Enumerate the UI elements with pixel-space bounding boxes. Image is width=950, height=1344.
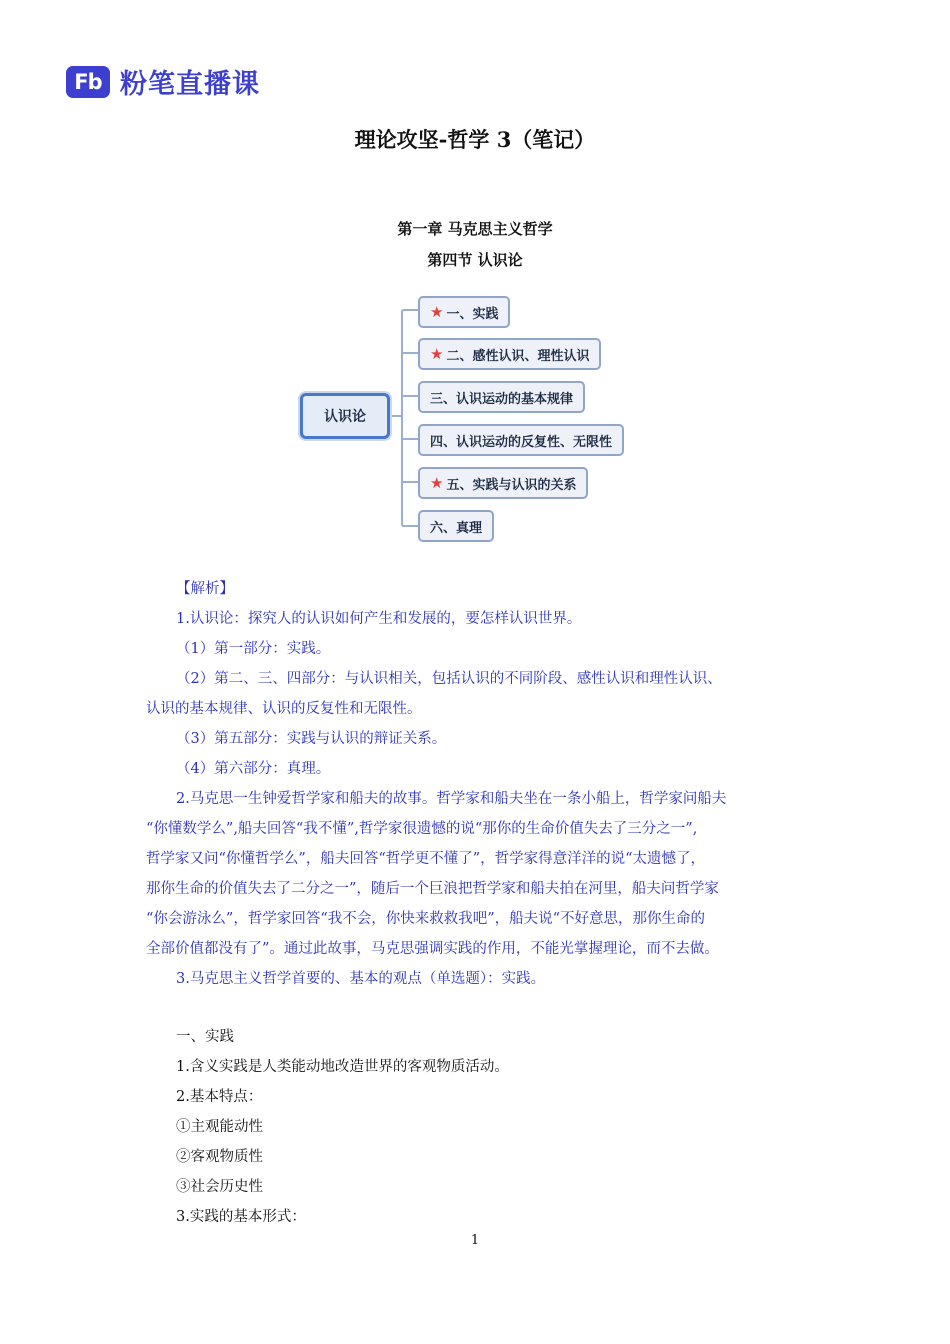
mindmap-node-label: 一、实践 xyxy=(446,306,499,322)
mindmap-node-5 xyxy=(418,467,588,499)
star-icon: ★ xyxy=(430,345,444,363)
content-heading: 一、实践 xyxy=(176,1029,234,1045)
analysis-line: （4）第六部分：真理。 xyxy=(176,761,331,777)
logo-mark-icon: Fb xyxy=(66,66,110,98)
analysis-line: 2.马克思一生钟爱哲学家和船夫的故事。哲学家和船夫坐在一条小船上，哲学家问船夫 xyxy=(176,791,727,807)
brand-logo xyxy=(66,62,260,101)
analysis-line: 1.认识论：探究人的认识如何产生和发展的，要怎样认识世界。 xyxy=(176,611,582,627)
document-title: 理论攻坚-哲学 3（笔记） xyxy=(354,127,596,152)
mindmap-root-node: 认识论 xyxy=(300,393,390,439)
section-heading: 第四节 认识论 xyxy=(427,251,523,269)
analysis-line: 哲学家又问“你懂哲学么”，船夫回答“哲学更不懂了”，哲学家得意洋洋的说“太遗憾了， xyxy=(146,851,706,867)
mindmap-node-2 xyxy=(418,338,601,370)
mindmap-node-3 xyxy=(418,381,585,413)
mindmap-node-1 xyxy=(418,296,510,328)
analysis-line: （2）第二、三、四部分：与认识相关，包括认识的不同阶段、感性认识和理性认识、 xyxy=(176,671,722,687)
star-icon: ★ xyxy=(430,474,444,492)
content-line: ③社会历史性 xyxy=(176,1179,263,1195)
analysis-line: （3）第五部分：实践与认识的辩证关系。 xyxy=(176,731,447,747)
content-line: 1.含义实践是人类能动地改造世界的客观物质活动。 xyxy=(176,1059,509,1075)
analysis-line: “你懂数学么”,船夫回答“我不懂”,哲学家很遗憾的说“那你的生命价值失去了三分之一”, xyxy=(146,821,698,837)
analysis-line: 认识的基本规律、认识的反复性和无限性。 xyxy=(146,701,422,717)
mindmap-diagram xyxy=(290,290,670,552)
mindmap-node-6 xyxy=(418,510,494,542)
analysis-heading: 【解析】 xyxy=(176,581,234,597)
content-line: 3.实践的基本形式： xyxy=(176,1209,306,1225)
analysis-line: 全部价值都没有了”。通过此故事，马克思强调实践的作用，不能光掌握理论，而不去做。 xyxy=(146,941,719,957)
analysis-line: （1）第一部分：实践。 xyxy=(176,641,331,657)
mindmap-node-label: 六、真理 xyxy=(430,520,483,536)
logo-text: 粉笔直播课 xyxy=(120,69,260,100)
mindmap-node-label: 三、认识运动的基本规律 xyxy=(430,391,574,407)
chapter-heading: 第一章 马克思主义哲学 xyxy=(397,220,553,238)
mindmap-node-label: 四、认识运动的反复性、无限性 xyxy=(430,434,613,450)
analysis-line: “你会游泳么”，哲学家回答“我不会，你快来救救我吧”，船夫说“不好意思，那你生命的 xyxy=(146,911,706,927)
analysis-line: 那你生命的价值失去了二分之一”，随后一个巨浪把哲学家和船夫拍在河里，船夫问哲学家 xyxy=(146,881,719,897)
connector-trunk xyxy=(390,310,418,526)
page-number: 1 xyxy=(470,1233,480,1248)
mindmap-node-4 xyxy=(418,424,624,456)
analysis-line: 3.马克思主义哲学首要的、基本的观点（单选题）：实践。 xyxy=(176,971,546,987)
mindmap-node-label: 二、感性认识、理性认识 xyxy=(446,348,590,364)
content-line: ①主观能动性 xyxy=(176,1119,263,1135)
content-line: ②客观物质性 xyxy=(176,1149,263,1165)
mindmap-node-label: 五、实践与认识的关系 xyxy=(446,477,577,493)
content-line: 2.基本特点： xyxy=(176,1089,263,1105)
star-icon: ★ xyxy=(430,303,444,321)
